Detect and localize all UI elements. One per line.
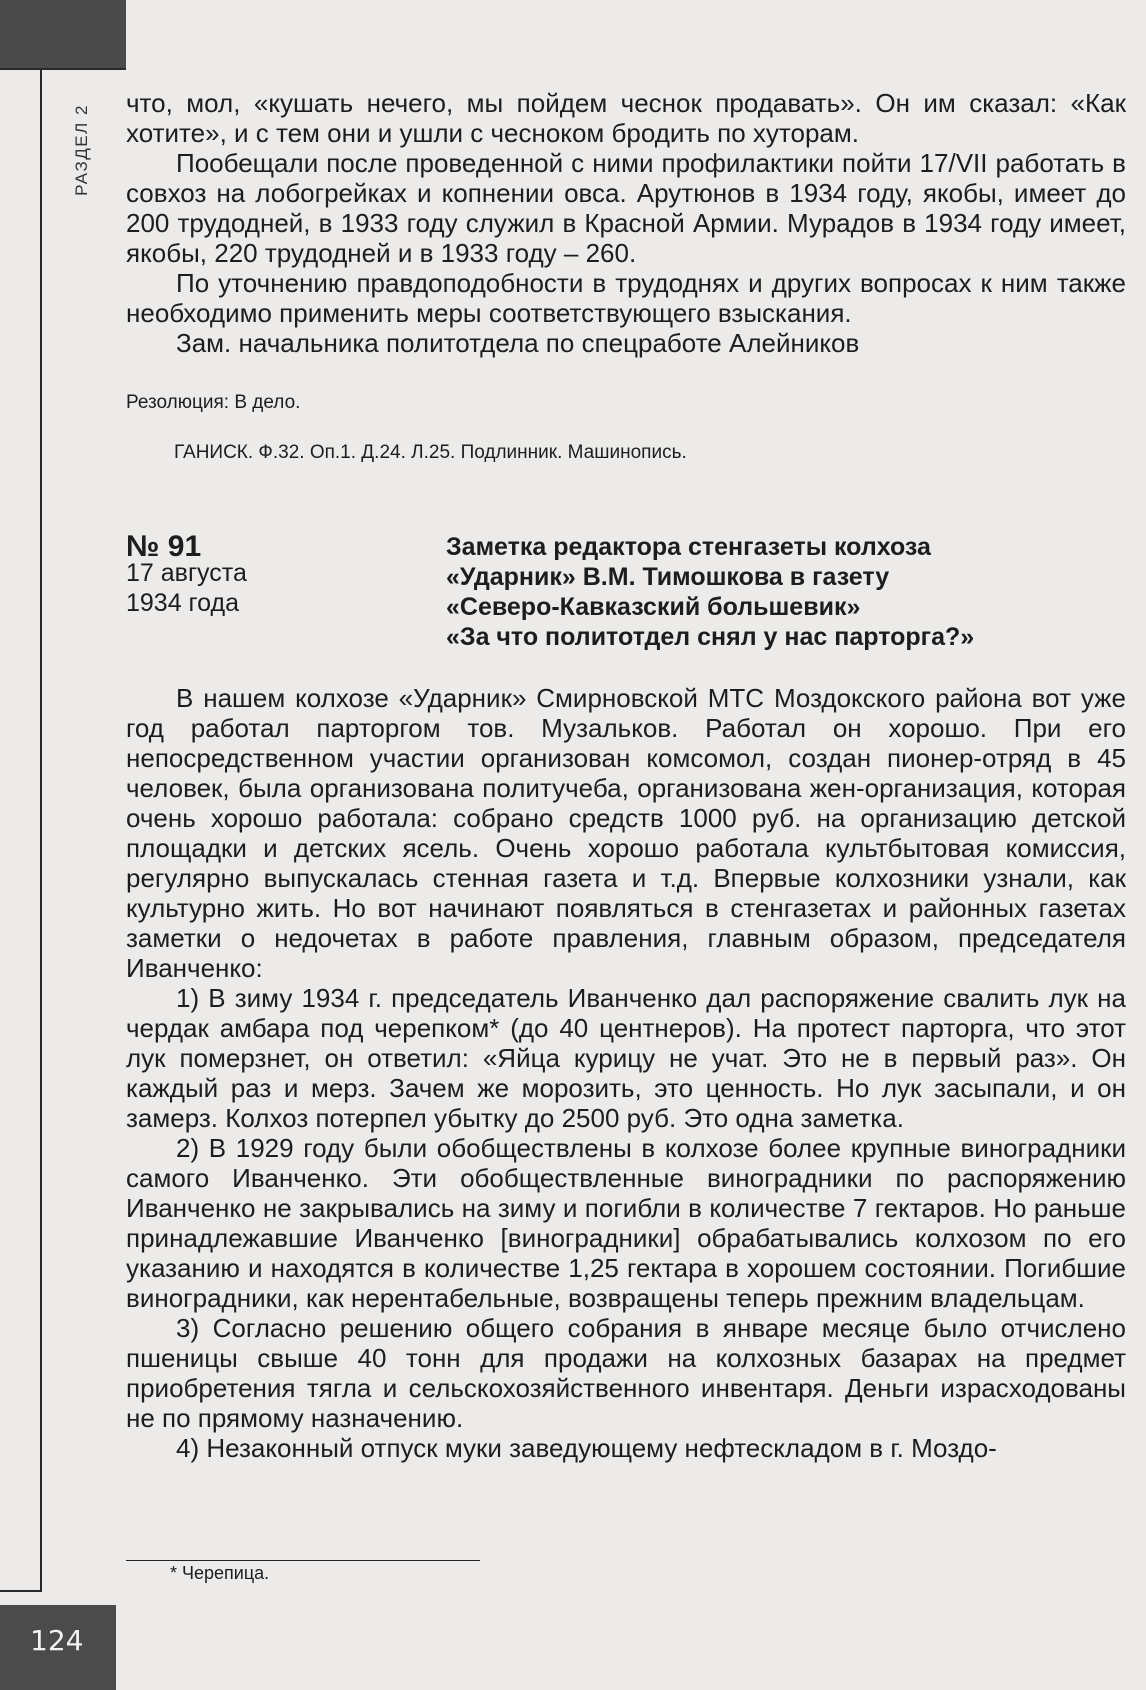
title-line: «Ударник» В.М. Тимошкова в газету bbox=[446, 563, 890, 591]
main-text-block bbox=[126, 683, 1126, 1463]
document-number: № 91 bbox=[126, 530, 202, 563]
side-frame bbox=[0, 68, 42, 1592]
paragraph: Пообещали после проведенной с ними профилактики пойти 17/VII работать в совхоз на лобогрейках и копнении овса. Арутюнов в 1934 году, якобы, имеет до 200 трудодней, в 1933 году служил в Красной Армии. Мурадов в 1934 году имеет, якобы, 220 трудодней и в 1933 году – 260. bbox=[126, 148, 1126, 268]
signature-line: Зам. начальника политотдела по спецработе Алейников bbox=[176, 328, 860, 358]
section-label bbox=[70, 70, 94, 230]
list-item: 4) Незаконный отпуск муки заведующему нефтескладом в г. Моздо- bbox=[176, 1433, 997, 1463]
date-line: 1934 года bbox=[126, 589, 239, 617]
document-title bbox=[446, 532, 1146, 652]
footnote-divider bbox=[126, 1560, 480, 1561]
paragraph: По уточнению правдоподобности в трудоднях и других вопросах к ним также необходимо применить меры соответствующего взыскания. bbox=[126, 268, 1126, 328]
list-item: 3) Согласно решению общего собрания в январе месяце было отчислено пшеницы свыше 40 тонн для продажи на колхозных базарах на предмет приобретения тягла и сельскохозяйственного инвентаря. Деньги израсходованы не по прямому назначению. bbox=[126, 1313, 1126, 1433]
top-text-block bbox=[126, 88, 1126, 358]
archive-reference: ГАНИСК. Ф.32. Оп.1. Д.24. Л.25. Подлинник. Машинопись. bbox=[174, 442, 687, 463]
list-item: 2) В 1929 году были обобществлены в колхозе более крупные виноградники самого Иванченко. Эти обобществленные виноградники по распоряжению Иванченко не закрывались на зиму и погибли в количестве 7 гектаров. Но раньше принадлежавшие Иванченко [виноградники] обрабатывались колхозом по его указанию и находятся в количестве 1,25 гектара в хорошем состоянии. Погибшие виноградники, как нерентабельные, возвращены теперь прежним владельцам. bbox=[126, 1133, 1126, 1313]
title-line: «Северо-Кавказский большевик» bbox=[446, 593, 861, 621]
paragraph: В нашем колхозе «Ударник» Смирновской МТС Моздокского района вот уже год работал парторгом тов. Музальков. Работал он хорошо. При его непосредственном участии организован комсомол, создан пионер-отряд в 45 человек, была организована политучеба, организована жен-организация, которая очень хорошо работала: собрано средств 1000 руб. на организацию детской площадки и детских ясель. Очень хорошо работала культбытовая комиссия, регулярно выпускалась стенная газета и т.д. Впервые колхозники узнали, как культурно жить. Но вот начинают появляться в стенгазетах и районных газетах заметки о недочетах в работе правления, главным образом, председателя Иванченко: bbox=[126, 683, 1126, 983]
title-line: «За что политотдел снял у нас парторга?» bbox=[446, 623, 975, 651]
page-number: 124 bbox=[30, 1624, 84, 1657]
footnote: * Черепица. bbox=[170, 1563, 270, 1583]
list-item: 1) В зиму 1934 г. председатель Иванченко дал распоряжение свалить лук на чердак амбара под черепком* (до 40 центнеров). На протест парторга, что этот лук померзнет, он ответил: «Яйца курицу не учат. Это не в первый раз». Он каждый раз и мерз. Зачем же морозить, это ценность. Но лук засыпали, и он замерз. Колхоз потерпел убытку до 2500 руб. Это одна заметка. bbox=[126, 983, 1126, 1133]
title-line: Заметка редактора стенгазеты колхоза bbox=[446, 533, 931, 561]
corner-block-top bbox=[0, 0, 126, 68]
date-line: 17 августа bbox=[126, 559, 247, 587]
document-date bbox=[126, 558, 247, 618]
section-label-text: РАЗДЕЛ 2 bbox=[72, 104, 91, 196]
paragraph: что, мол, «кушать нечего, мы пойдем чеснок продавать». Он им сказал: «Как хотите», и с тем они и ушли с чесноком бродить по хуторам. bbox=[126, 88, 1126, 148]
resolution: Резолюция: В дело. bbox=[126, 392, 301, 413]
